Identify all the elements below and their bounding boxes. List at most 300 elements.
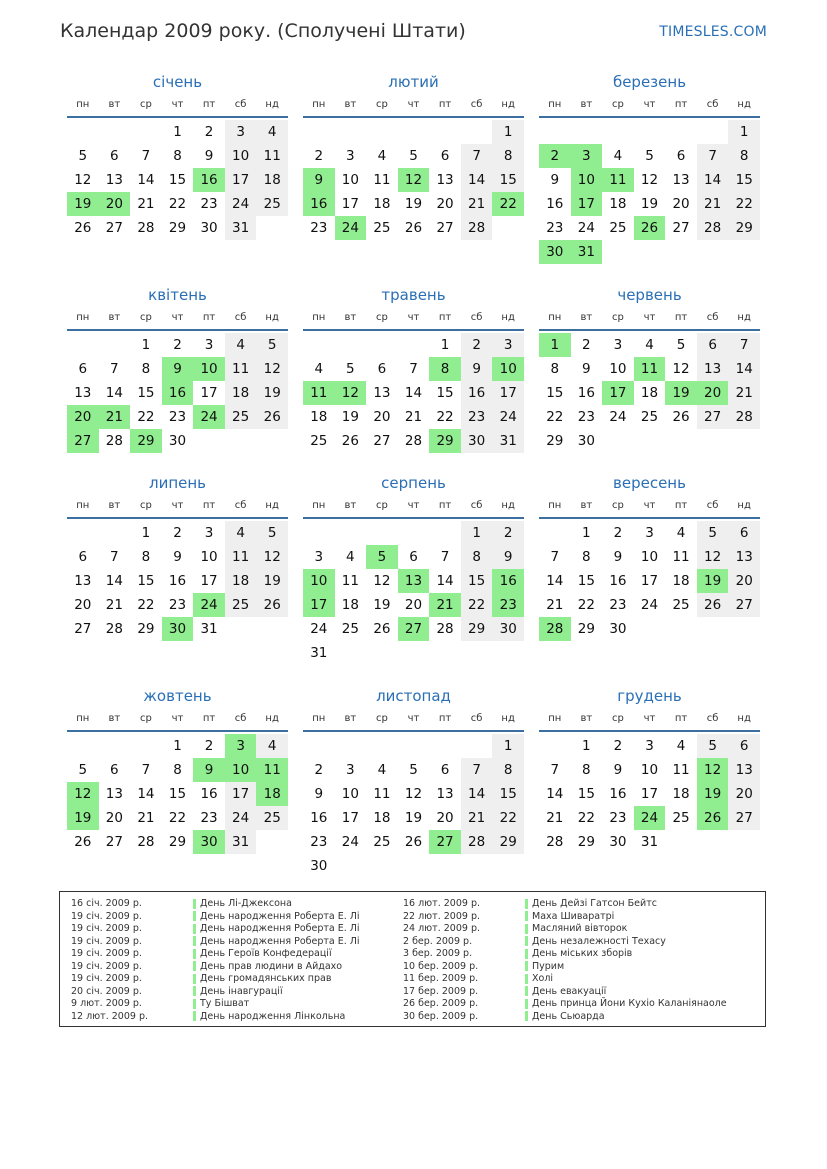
day-cell: 13: [728, 758, 760, 782]
holiday-marker: [525, 961, 528, 971]
day-cell: 1: [582, 738, 591, 754]
day-cell: 28: [546, 834, 564, 850]
day-cell: 2: [173, 337, 182, 353]
day-cell: 28: [105, 621, 123, 637]
day-cell: 23: [200, 196, 218, 212]
weekday-label: сб: [234, 99, 247, 110]
weekday-label: чт: [643, 312, 656, 323]
holiday-day-cell: 17: [303, 593, 335, 617]
day-cell: 6: [728, 734, 760, 758]
weekday-label: вт: [108, 312, 121, 323]
day-cell: 6: [110, 762, 119, 778]
day-cell: 27: [697, 405, 729, 429]
day-cell: 6: [728, 521, 760, 545]
holiday-day-cell: 24: [193, 593, 225, 617]
day-cell: 16: [577, 385, 595, 401]
holiday-marker: [193, 924, 196, 934]
month-name: березень: [612, 73, 687, 91]
day-cell: 19: [256, 381, 288, 405]
month-calendar: [67, 471, 288, 671]
day-cell: 7: [141, 148, 151, 164]
day-cell: 20: [436, 196, 454, 212]
month-calendar: [539, 70, 760, 270]
holiday-name: Пурим: [532, 960, 565, 972]
month-calendar: [539, 684, 760, 884]
weekday-label: ср: [611, 312, 624, 323]
holiday-day-cell: 2: [539, 144, 571, 168]
month-calendar: [303, 283, 524, 483]
holiday-date: 17 бер. 2009 р.: [403, 985, 479, 997]
holiday-day-cell: 8: [429, 357, 461, 381]
month-calendar: [539, 471, 760, 671]
day-cell: 9: [613, 549, 623, 565]
day-cell: 16: [310, 810, 328, 826]
weekday-label: вт: [580, 713, 593, 724]
holiday-day-cell: 9: [303, 168, 335, 192]
weekday-label: пн: [76, 500, 90, 511]
day-cell: 28: [105, 433, 123, 449]
day-cell: 30: [310, 858, 328, 874]
day-cell: 13: [105, 172, 123, 188]
holiday-date: 30 бер. 2009 р.: [403, 1010, 479, 1022]
day-cell: 9: [173, 549, 182, 565]
day-cell: 5: [697, 521, 729, 545]
day-cell: 14: [461, 782, 493, 806]
day-cell: 5: [78, 762, 88, 778]
day-cell: 13: [728, 545, 760, 569]
day-cell: 28: [436, 621, 454, 637]
day-cell: 1: [173, 738, 182, 754]
day-cell: 19: [373, 597, 391, 613]
legend-row: [71, 948, 360, 961]
weekday-label: вт: [344, 500, 357, 511]
weekday-label: нд: [501, 713, 515, 724]
holiday-marker: [193, 936, 196, 946]
day-cell: 20: [436, 810, 454, 826]
holiday-day-cell: 12: [697, 758, 729, 782]
weekday-label: нд: [265, 312, 279, 323]
day-cell: 24: [492, 405, 524, 429]
holiday-name: День інавгурації: [200, 985, 283, 997]
day-cell: 2: [173, 525, 182, 541]
holiday-day-cell: 11: [303, 381, 335, 405]
holiday-name: День народження Роберта Е. Лі: [200, 923, 360, 934]
legend-row: [403, 1011, 727, 1024]
day-cell: 5: [346, 361, 355, 377]
day-cell: 26: [256, 405, 288, 429]
day-cell: 25: [225, 593, 257, 617]
weekday-label: нд: [265, 99, 279, 110]
day-cell: 2: [582, 337, 591, 353]
day-cell: 3: [613, 337, 623, 353]
holiday-date: 19 січ. 2009 р.: [71, 910, 142, 922]
day-cell: 17: [341, 810, 359, 826]
day-cell: 22: [137, 409, 155, 425]
weekday-label: пн: [312, 500, 326, 511]
holiday-date: 22 лют. 2009 р.: [403, 910, 480, 922]
holiday-day-cell: 16: [303, 192, 335, 216]
day-cell: 13: [373, 385, 391, 401]
holiday-day-cell: 24: [335, 216, 367, 240]
weekday-header: [303, 495, 524, 519]
weekday-label: пн: [548, 713, 562, 724]
day-cell: 4: [225, 333, 257, 357]
legend-row: [403, 936, 727, 949]
day-cell: 4: [377, 148, 387, 164]
day-cell: 11: [373, 172, 391, 188]
day-cell: 21: [137, 196, 155, 212]
holiday-day-cell: 17: [571, 192, 603, 216]
day-cell: 19: [404, 196, 423, 212]
day-cell: 31: [310, 645, 328, 661]
weekday-label: пн: [76, 713, 90, 724]
legend-row: [403, 961, 727, 974]
holiday-day-cell: 29: [130, 429, 162, 453]
weekday-label: нд: [737, 500, 751, 511]
day-cell: 15: [168, 172, 187, 188]
day-cell: 6: [676, 148, 686, 164]
day-cell: 26: [74, 834, 92, 850]
day-grid: [539, 734, 760, 884]
day-cell: 21: [546, 597, 564, 613]
day-cell: 26: [341, 433, 359, 449]
day-cell: 20: [105, 810, 123, 826]
holiday-date: 10 бер. 2009 р.: [403, 960, 479, 972]
holiday-marker: [525, 999, 528, 1009]
day-cell: 3: [346, 762, 355, 778]
day-cell: 15: [168, 786, 187, 802]
day-cell: 1: [141, 525, 151, 541]
day-cell: 17: [492, 381, 524, 405]
day-cell: 1: [141, 337, 151, 353]
weekday-label: чт: [407, 713, 420, 724]
holiday-date: 3 бер. 2009 р.: [403, 948, 473, 959]
holiday-day-cell: 30: [193, 830, 225, 854]
day-cell: 4: [645, 337, 654, 353]
day-cell: 21: [697, 192, 729, 216]
weekday-label: чт: [171, 99, 184, 110]
day-cell: 18: [373, 196, 391, 212]
day-cell: 2: [492, 521, 524, 545]
holiday-date: 24 лют. 2009 р.: [403, 923, 480, 934]
day-cell: 11: [341, 573, 359, 589]
day-cell: 23: [310, 220, 328, 236]
day-cell: 13: [74, 385, 92, 401]
day-cell: 24: [341, 834, 359, 850]
day-cell: 14: [461, 168, 493, 192]
day-cell: 31: [640, 834, 659, 850]
day-cell: 15: [461, 569, 493, 593]
day-cell: 23: [168, 409, 187, 425]
day-cell: 11: [373, 786, 391, 802]
day-cell: 31: [492, 429, 524, 453]
day-cell: 15: [728, 168, 760, 192]
day-cell: 16: [168, 573, 187, 589]
weekday-label: пн: [548, 99, 562, 110]
holiday-marker: [193, 961, 196, 971]
day-cell: 13: [436, 172, 454, 188]
holiday-date: 26 бер. 2009 р.: [403, 998, 479, 1009]
day-grid: [539, 120, 760, 270]
day-cell: 26: [404, 220, 423, 236]
holiday-day-cell: 10: [225, 758, 257, 782]
legend-row: [403, 911, 727, 924]
holiday-day-cell: 11: [634, 357, 666, 381]
holiday-day-cell: 24: [634, 806, 666, 830]
day-cell: 25: [640, 409, 659, 425]
day-cell: 31: [225, 216, 257, 240]
day-cell: 25: [256, 192, 288, 216]
holiday-date: 19 січ. 2009 р.: [71, 948, 142, 959]
weekday-label: пт: [674, 99, 688, 110]
weekday-header: [539, 94, 760, 118]
weekday-label: нд: [737, 312, 751, 323]
legend-row: [403, 898, 727, 911]
weekday-label: пн: [76, 99, 90, 110]
holiday-name: День народження Роберта Е. Лі: [200, 935, 360, 947]
weekday-label: сб: [470, 500, 483, 511]
weekday-label: пт: [202, 500, 216, 511]
weekday-label: вт: [344, 312, 357, 323]
day-cell: 3: [225, 120, 257, 144]
day-cell: 10: [609, 361, 627, 377]
day-cell: 14: [697, 168, 729, 192]
day-cell: 27: [74, 621, 92, 637]
weekday-label: пн: [76, 312, 90, 323]
weekday-label: вт: [580, 500, 593, 511]
weekday-header: [539, 708, 760, 732]
weekday-label: ср: [375, 500, 388, 511]
day-cell: 15: [492, 782, 524, 806]
holiday-marker: [193, 899, 196, 909]
holiday-name: День прав людини в Айдахо: [200, 960, 343, 972]
day-cell: 16: [461, 381, 493, 405]
weekday-label: сб: [470, 99, 483, 110]
day-cell: 15: [492, 168, 524, 192]
day-cell: 8: [141, 549, 151, 565]
weekday-label: вт: [108, 713, 121, 724]
weekday-header: [67, 307, 288, 331]
holiday-day-cell: 22: [492, 192, 524, 216]
month-name: липень: [148, 474, 207, 492]
weekday-label: пт: [438, 500, 452, 511]
day-cell: 14: [137, 172, 155, 188]
day-cell: 14: [546, 573, 564, 589]
holiday-day-cell: 19: [67, 806, 99, 830]
day-cell: 27: [728, 806, 760, 830]
month-calendar: [67, 684, 288, 884]
day-cell: 24: [225, 192, 257, 216]
day-cell: 27: [672, 220, 690, 236]
day-cell: 18: [373, 810, 391, 826]
day-cell: 9: [461, 357, 493, 381]
day-cell: 3: [492, 333, 524, 357]
day-cell: 7: [461, 144, 493, 168]
day-cell: 16: [609, 573, 627, 589]
day-cell: 28: [461, 830, 493, 854]
day-cell: 22: [577, 810, 595, 826]
day-cell: 26: [373, 621, 391, 637]
day-cell: 27: [373, 433, 391, 449]
weekday-label: пт: [202, 99, 216, 110]
legend-column-right: [403, 898, 727, 1023]
month-name: червень: [617, 286, 682, 304]
holiday-date: 9 лют. 2009 р.: [71, 998, 142, 1009]
day-cell: 22: [728, 192, 760, 216]
day-cell: 18: [225, 381, 257, 405]
holiday-marker: [193, 999, 196, 1009]
weekday-label: чт: [171, 312, 184, 323]
day-cell: 5: [676, 337, 686, 353]
day-cell: 30: [609, 621, 627, 637]
day-cell: 1: [461, 521, 493, 545]
day-cell: 22: [577, 597, 595, 613]
weekday-label: вт: [344, 713, 357, 724]
day-cell: 14: [436, 573, 454, 589]
day-grid: [303, 120, 524, 270]
holiday-day-cell: 3: [225, 734, 257, 758]
day-cell: 10: [200, 549, 218, 565]
legend-row: [71, 961, 360, 974]
day-cell: 4: [676, 525, 686, 541]
day-cell: 7: [728, 333, 760, 357]
day-cell: 20: [728, 569, 760, 593]
day-cell: 7: [550, 549, 560, 565]
day-cell: 15: [546, 385, 564, 401]
weekday-label: ср: [375, 713, 388, 724]
holiday-day-cell: 13: [398, 569, 430, 593]
day-cell: 14: [404, 385, 423, 401]
day-cell: 18: [672, 786, 690, 802]
weekday-label: вт: [580, 99, 593, 110]
weekday-label: ср: [375, 312, 388, 323]
holiday-name: День міських зборів: [532, 948, 633, 959]
day-cell: 6: [440, 148, 450, 164]
day-cell: 2: [204, 738, 214, 754]
holiday-name: День громадянських прав: [200, 973, 332, 984]
weekday-label: чт: [643, 500, 656, 511]
legend-row: [71, 911, 360, 924]
day-cell: 25: [672, 810, 690, 826]
weekday-label: пт: [438, 312, 452, 323]
holiday-day-cell: 16: [162, 381, 194, 405]
weekday-label: ср: [375, 99, 388, 110]
legend-row: [403, 986, 727, 999]
weekday-label: сб: [706, 312, 719, 323]
holiday-marker: [525, 949, 528, 959]
day-cell: 27: [728, 593, 760, 617]
weekday-label: нд: [265, 713, 279, 724]
weekday-label: нд: [265, 500, 279, 511]
day-cell: 12: [256, 545, 288, 569]
holiday-marker: [525, 936, 528, 946]
holiday-day-cell: 21: [429, 593, 461, 617]
day-cell: 18: [640, 385, 659, 401]
holiday-day-cell: 28: [539, 617, 571, 641]
day-cell: 8: [582, 549, 591, 565]
day-cell: 11: [225, 545, 257, 569]
holiday-day-cell: 20: [99, 192, 131, 216]
day-cell: 17: [640, 573, 659, 589]
weekday-label: чт: [407, 500, 420, 511]
day-cell: 6: [78, 549, 88, 565]
weekday-header: [539, 307, 760, 331]
weekday-label: вт: [344, 99, 357, 110]
weekday-label: пт: [674, 500, 688, 511]
day-cell: 24: [640, 597, 659, 613]
holiday-day-cell: 19: [665, 381, 697, 405]
day-cell: 23: [168, 597, 187, 613]
holiday-day-cell: 11: [602, 168, 634, 192]
day-cell: 30: [609, 834, 627, 850]
day-cell: 3: [645, 738, 654, 754]
weekday-label: чт: [407, 312, 420, 323]
day-grid: [303, 333, 524, 483]
month-calendar: [67, 70, 288, 270]
day-cell: 18: [609, 196, 627, 212]
day-cell: 28: [137, 834, 155, 850]
day-cell: 13: [105, 786, 123, 802]
day-cell: 12: [74, 172, 92, 188]
day-cell: 8: [173, 762, 182, 778]
holiday-name: Ту Бішват: [200, 998, 250, 1009]
holiday-marker: [193, 911, 196, 921]
weekday-label: сб: [234, 500, 247, 511]
day-cell: 4: [613, 148, 623, 164]
day-cell: 26: [74, 220, 92, 236]
day-cell: 22: [168, 810, 187, 826]
day-cell: 21: [137, 810, 155, 826]
day-cell: 26: [672, 409, 690, 425]
holiday-marker: [525, 911, 528, 921]
holiday-day-cell: 20: [697, 381, 729, 405]
day-cell: 30: [200, 220, 218, 236]
weekday-header: [67, 94, 288, 118]
weekday-label: нд: [501, 99, 515, 110]
day-cell: 22: [461, 593, 493, 617]
day-cell: 5: [409, 148, 418, 164]
day-cell: 19: [404, 810, 423, 826]
day-cell: 12: [697, 545, 729, 569]
day-cell: 26: [697, 593, 729, 617]
month-calendar: [67, 283, 288, 483]
brand-link[interactable]: TIMESLES.COM: [659, 24, 767, 40]
legend-row: [403, 973, 727, 986]
weekday-label: нд: [737, 99, 751, 110]
holiday-day-cell: 23: [492, 593, 524, 617]
holiday-name: Маха Шиваратрі: [532, 910, 615, 922]
day-cell: 23: [200, 810, 218, 826]
day-cell: 6: [78, 361, 88, 377]
day-cell: 10: [341, 786, 359, 802]
day-cell: 19: [256, 569, 288, 593]
day-grid: [303, 521, 524, 671]
weekday-label: чт: [171, 500, 184, 511]
day-cell: 25: [225, 405, 257, 429]
holiday-marker: [525, 899, 528, 909]
weekday-label: сб: [706, 713, 719, 724]
day-cell: 10: [341, 172, 359, 188]
day-cell: 20: [728, 782, 760, 806]
day-cell: 1: [173, 124, 182, 140]
holiday-name: День Дейзі Гатсон Бейтс: [532, 898, 657, 909]
month-calendar: [303, 70, 524, 270]
month-name: січень: [152, 73, 203, 91]
day-cell: 9: [613, 762, 623, 778]
day-cell: 14: [137, 786, 155, 802]
day-cell: 23: [577, 409, 595, 425]
weekday-label: нд: [501, 500, 515, 511]
